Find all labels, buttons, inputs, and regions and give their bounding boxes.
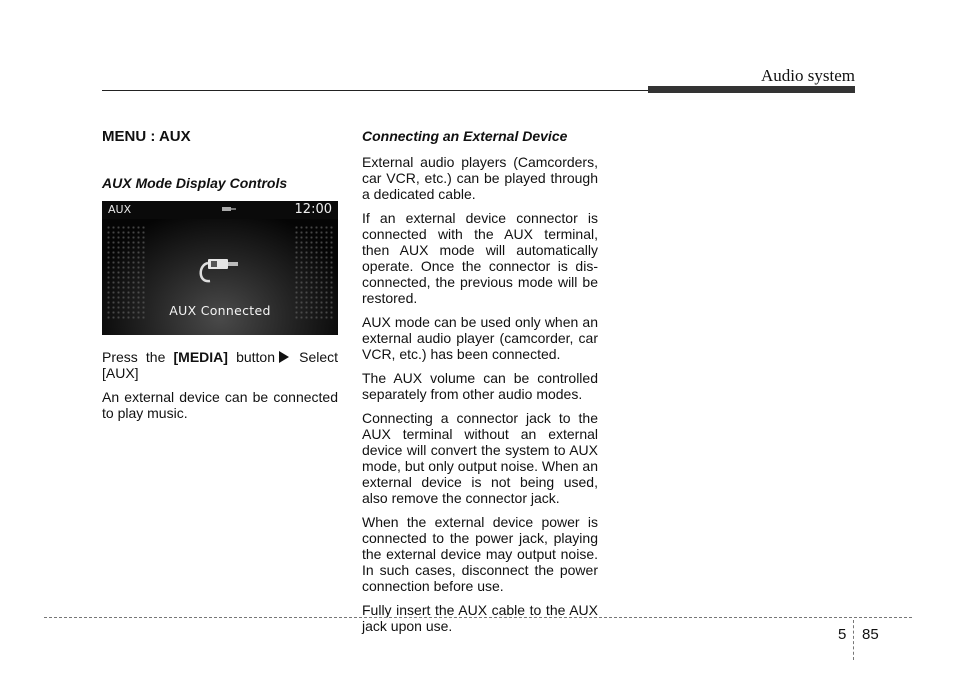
media-button-label: [MEDIA]	[173, 349, 228, 365]
footer-rule	[44, 617, 912, 618]
aux-display-title: AUX Mode Display Controls	[102, 175, 288, 191]
press-action: Select	[299, 349, 339, 365]
connecting-device-title: Connecting an External Device	[362, 128, 568, 144]
header-rule	[102, 90, 648, 91]
page-number-divider	[853, 620, 854, 660]
left-paragraph: An external device can be connected to play music.	[102, 389, 338, 421]
right-paragraph: External audio players (Camcorders, car VCR, etc.) can be played through a dedicated cable.	[362, 154, 598, 202]
screen-background	[102, 219, 338, 335]
right-column	[362, 128, 598, 642]
screen-mode-label: AUX	[108, 203, 132, 216]
aux-cable-icon	[196, 257, 242, 287]
left-column	[102, 128, 338, 429]
page-number: 85	[862, 626, 879, 643]
section-header-title: Audio system	[761, 66, 855, 85]
right-paragraph: When the external device power is connected to the power jack, playing the external device may output noise. In such cases, disconnect the power connection before use.	[362, 514, 598, 594]
aux-screen-image	[102, 201, 338, 335]
screen-status-text: AUX Connected	[169, 303, 271, 318]
right-paragraph: Fully insert the AUX cable to the AUX jack upon use.	[362, 602, 598, 634]
right-paragraph: AUX mode can be used only when an external audio player (camcorder, car VCR, etc.) has been connected.	[362, 314, 598, 362]
right-paragraph: The AUX volume can be controlled separately from other audio modes.	[362, 370, 598, 402]
press-instruction	[102, 349, 338, 381]
plug-icon	[222, 206, 236, 212]
screen-status-bar	[102, 201, 338, 219]
screen-clock: 12:00	[294, 202, 332, 217]
press-prefix: Press the	[102, 349, 166, 365]
right-paragraph: Connecting a connector jack to the AUX terminal without an external device will convert the system to AUX mode, but only output noise. When an external device is not being used, also remove the connector jack.	[362, 410, 598, 506]
header-bar	[648, 86, 855, 93]
right-paragraph: If an external device connector is connected with the AUX terminal, then AUX mode will automatically operate. Once the connector is dis-connected, the previous mode will be restored.	[362, 210, 598, 306]
menu-label: MENU : AUX	[102, 128, 191, 145]
arrow-right-icon	[279, 351, 289, 363]
press-target: [AUX]	[102, 365, 139, 381]
press-middle: button	[236, 349, 275, 365]
chapter-number: 5	[838, 626, 847, 643]
